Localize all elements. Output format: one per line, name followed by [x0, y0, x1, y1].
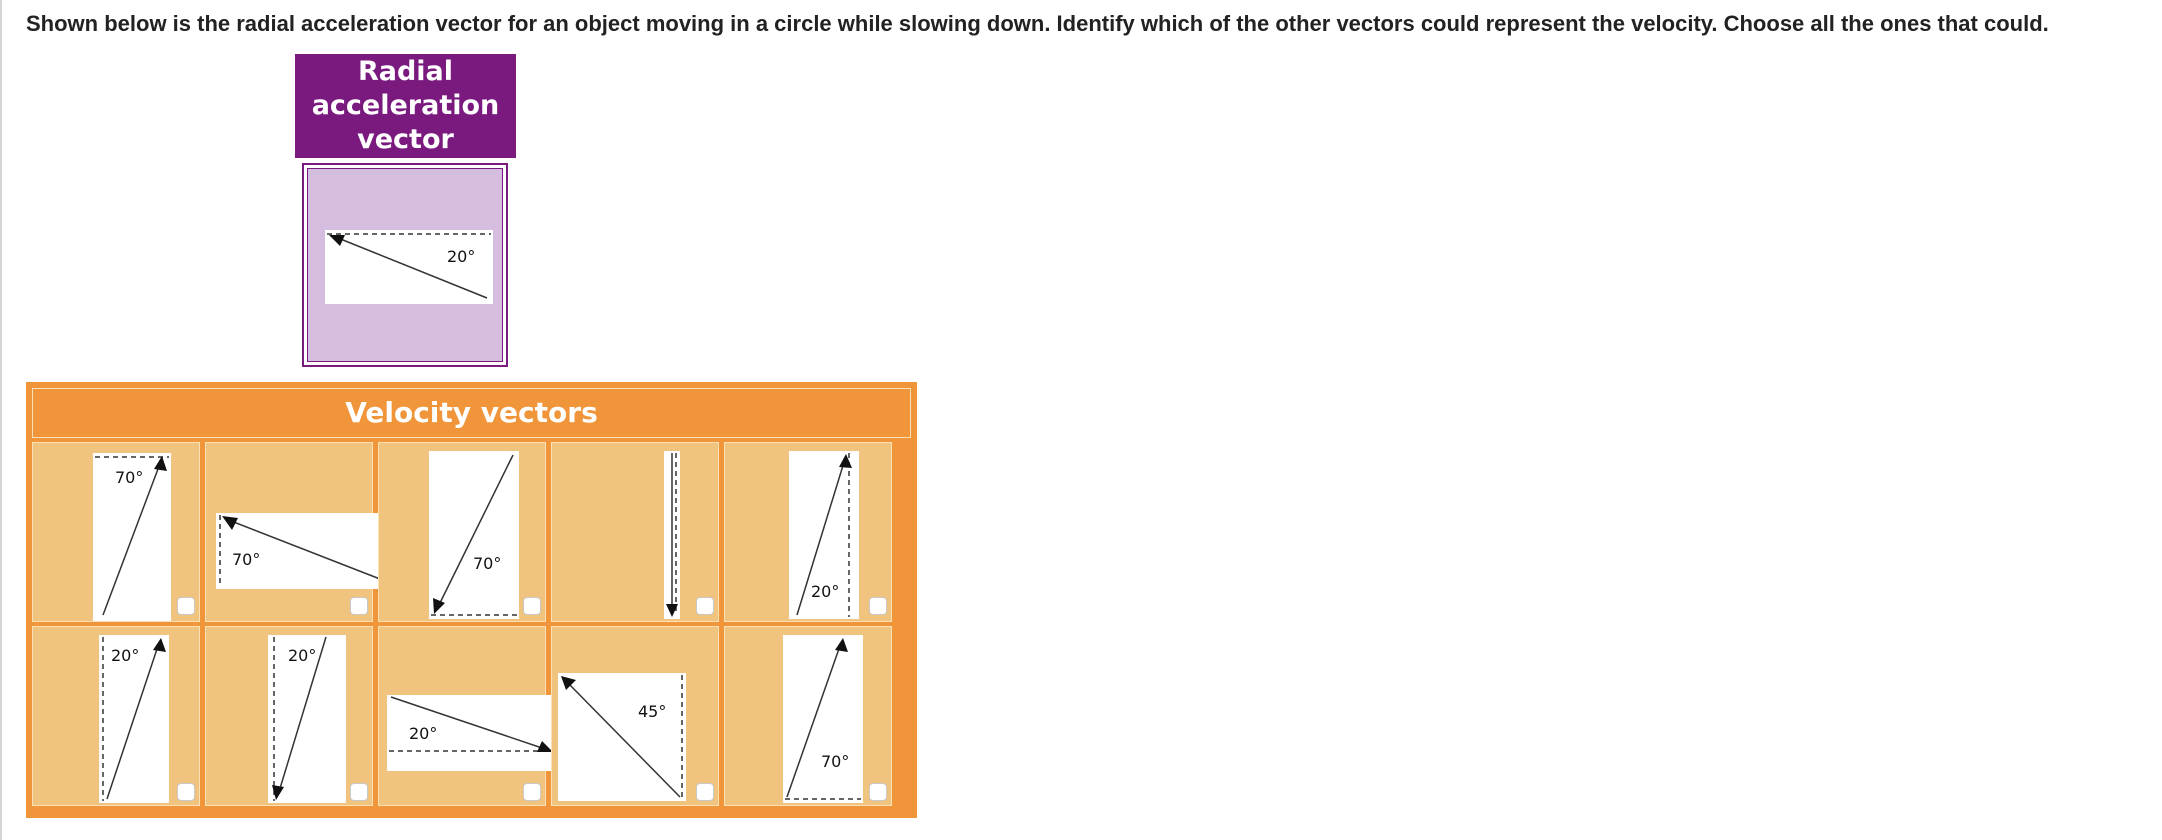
vector-card-1 [93, 453, 171, 621]
radial-vector-card [325, 230, 493, 304]
vector-card-2 [216, 513, 384, 589]
radial-header-line-2: acceleration [311, 90, 500, 121]
velocity-option-6-checkbox[interactable] [177, 783, 195, 801]
velocity-vectors-panel [26, 382, 917, 818]
velocity-option-9-checkbox[interactable] [696, 783, 714, 801]
vector-5-angle-label: 20° [811, 582, 840, 601]
velocity-option-4-checkbox[interactable] [696, 597, 714, 615]
radial-angle-label: 20° [447, 247, 476, 266]
velocity-option-3[interactable] [378, 442, 546, 622]
velocity-option-10[interactable] [724, 626, 892, 806]
vector-10-angle-label: 70° [821, 752, 850, 771]
vector-1-angle-label: 70° [115, 468, 144, 487]
vector-card-4 [664, 451, 680, 619]
velocity-option-6[interactable] [32, 626, 200, 806]
velocity-option-8-checkbox[interactable] [523, 783, 541, 801]
velocity-vectors-header: Velocity vectors [32, 388, 911, 438]
velocity-option-2[interactable] [205, 442, 373, 622]
vector-6-angle-label: 20° [111, 646, 140, 665]
vector-card-9 [558, 673, 686, 801]
vector-card-3 [429, 451, 519, 619]
vector-9-angle-label: 45° [638, 702, 667, 721]
radial-header-line-1: Radial [357, 56, 454, 87]
velocity-option-3-checkbox[interactable] [523, 597, 541, 615]
radial-vector-dropzone[interactable] [302, 163, 508, 367]
velocity-option-1-checkbox[interactable] [177, 597, 195, 615]
question-text: Shown below is the radial acceleration vector for an object moving in a circle while slowing down. Identify which of the other vectors could represent the velocity. Choose all the ones that could. [26, 11, 2049, 36]
velocity-option-1[interactable] [32, 442, 200, 622]
vector-8-angle-label: 20° [409, 724, 438, 743]
vector-3-angle-label: 70° [473, 554, 502, 573]
velocity-option-9[interactable] [551, 626, 719, 806]
radial-vector-header [295, 54, 516, 158]
velocity-option-7-checkbox[interactable] [350, 783, 368, 801]
vector-card-8 [387, 695, 555, 771]
vector-7-angle-label: 20° [288, 646, 317, 665]
velocity-option-5-checkbox[interactable] [869, 597, 887, 615]
velocity-option-10-checkbox[interactable] [869, 783, 887, 801]
velocity-option-4[interactable] [551, 442, 719, 622]
vector-card-6 [99, 635, 169, 803]
velocity-option-2-checkbox[interactable] [350, 597, 368, 615]
vector-card-10 [783, 635, 863, 803]
velocity-option-8[interactable] [378, 626, 546, 806]
vector-2-angle-label: 70° [232, 550, 261, 569]
radial-header-line-3: vector [357, 124, 454, 155]
left-rule [0, 0, 2, 840]
velocity-option-7[interactable] [205, 626, 373, 806]
vector-card-7 [268, 635, 346, 803]
vector-card-5 [789, 451, 859, 619]
velocity-option-5[interactable] [724, 442, 892, 622]
